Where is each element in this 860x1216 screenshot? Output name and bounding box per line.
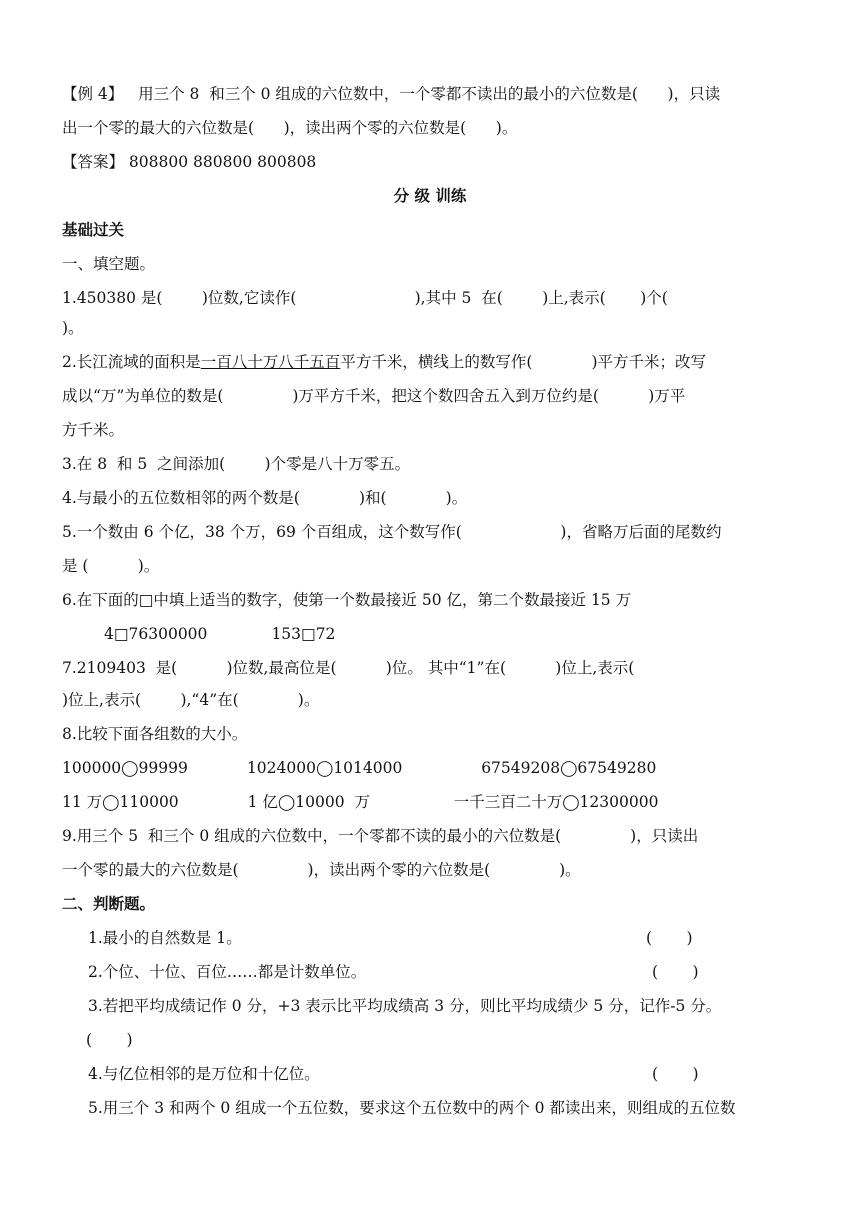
judge-2: 2.个位、十位、百位……都是计数单位。 [88, 963, 367, 981]
judge-2-blank: ( ) [652, 963, 699, 981]
judge-4: 4.与亿位相邻的是万位和十亿位。 [88, 1065, 320, 1083]
q2-suffix: 平方千米，横线上的数写作( )平方千米；改写 [340, 353, 707, 371]
example-line-1: 【例 4】 用三个 8 和三个 0 组成的六位数中，一个零都不读出的最小的六位数是( )，只读 [62, 85, 721, 103]
question-8-row-1: 100000◯99999 1024000◯1014000 67549208◯67549280 [62, 759, 657, 777]
example-line-2: 出一个零的最大的六位数是( )，读出两个零的六位数是( )。 [62, 119, 518, 137]
judge-5: 5.用三个 3 和两个 0 组成一个五位数，要求这个五位数中的两个 0 都读出来，则组成的五位数 [88, 1099, 736, 1117]
question-9-line-a: 9.用三个 5 和三个 0 组成的六位数中，一个零都不读的最小的六位数是( )，只读出 [62, 827, 699, 845]
question-8: 8.比较下面各组数的大小。 [62, 725, 248, 743]
question-3: 3.在 8 和 5 之间添加( )个零是八十万零五。 [62, 455, 411, 473]
question-7-line-b: )位上,表示( ),“4”在( )。 [62, 691, 320, 709]
part1-heading: 一、填空题。 [62, 255, 156, 273]
question-4: 4.与最小的五位数相邻的两个数是( )和( )。 [62, 489, 468, 507]
question-2-line-a [62, 352, 706, 372]
q2-underlined-number: 一百八十万八千五百 [200, 353, 341, 371]
question-2-line-b: 成以“万”为单位的数是( )万平方千米，把这个数四舍五入到万位约是( )万平 [62, 387, 686, 405]
judge-3-blank: ( ) [86, 1031, 133, 1049]
section-title: 分 级 训练 [393, 187, 467, 205]
question-6-line-a: 6.在下面的□中填上适当的数字，使第一个数最接近 50 亿，第二个数最接近 15 万 [62, 591, 632, 609]
question-8-row-2: 11 万◯110000 1 亿◯10000 万 一千三百二十万◯12300000 [62, 793, 659, 811]
part2-heading: 二、判断题。 [62, 895, 156, 913]
question-1-line-b: )。 [62, 319, 84, 337]
example-answer: 【答案】 808800 880800 800808 [62, 153, 317, 171]
judge-1: 1.最小的自然数是 1。 [88, 929, 242, 947]
q2-prefix: 2.长江流域的面积是 [62, 353, 201, 371]
question-7-line-a: 7.2109403 是( )位数,最高位是( )位。 其中“1”在( )位上,表示( [62, 659, 635, 677]
question-5-line-b: 是 ( )。 [62, 557, 160, 575]
question-9-line-b: 一个零的最大的六位数是( )，读出两个零的六位数是( )。 [62, 861, 581, 879]
question-1-line-a: 1.450380 是( )位数,它读作( ),其中 5 在( )上,表示( )个( [62, 289, 668, 307]
judge-3: 3.若把平均成绩记作 0 分，+3 表示比平均成绩高 3 分，则比平均成绩少 5 分，记作-5 分。 [88, 997, 722, 1015]
question-5-line-a: 5.一个数由 6 个亿，38 个万，69 个百组成，这个数写作( )，省略万后面的尾数约 [62, 523, 722, 541]
question-6-numbers: 4□76300000 153□72 [104, 625, 336, 643]
judge-1-blank: ( ) [646, 929, 693, 947]
judge-4-blank: ( ) [652, 1065, 699, 1083]
level-title: 基础过关 [62, 221, 125, 239]
question-2-line-c: 方千米。 [62, 421, 125, 439]
